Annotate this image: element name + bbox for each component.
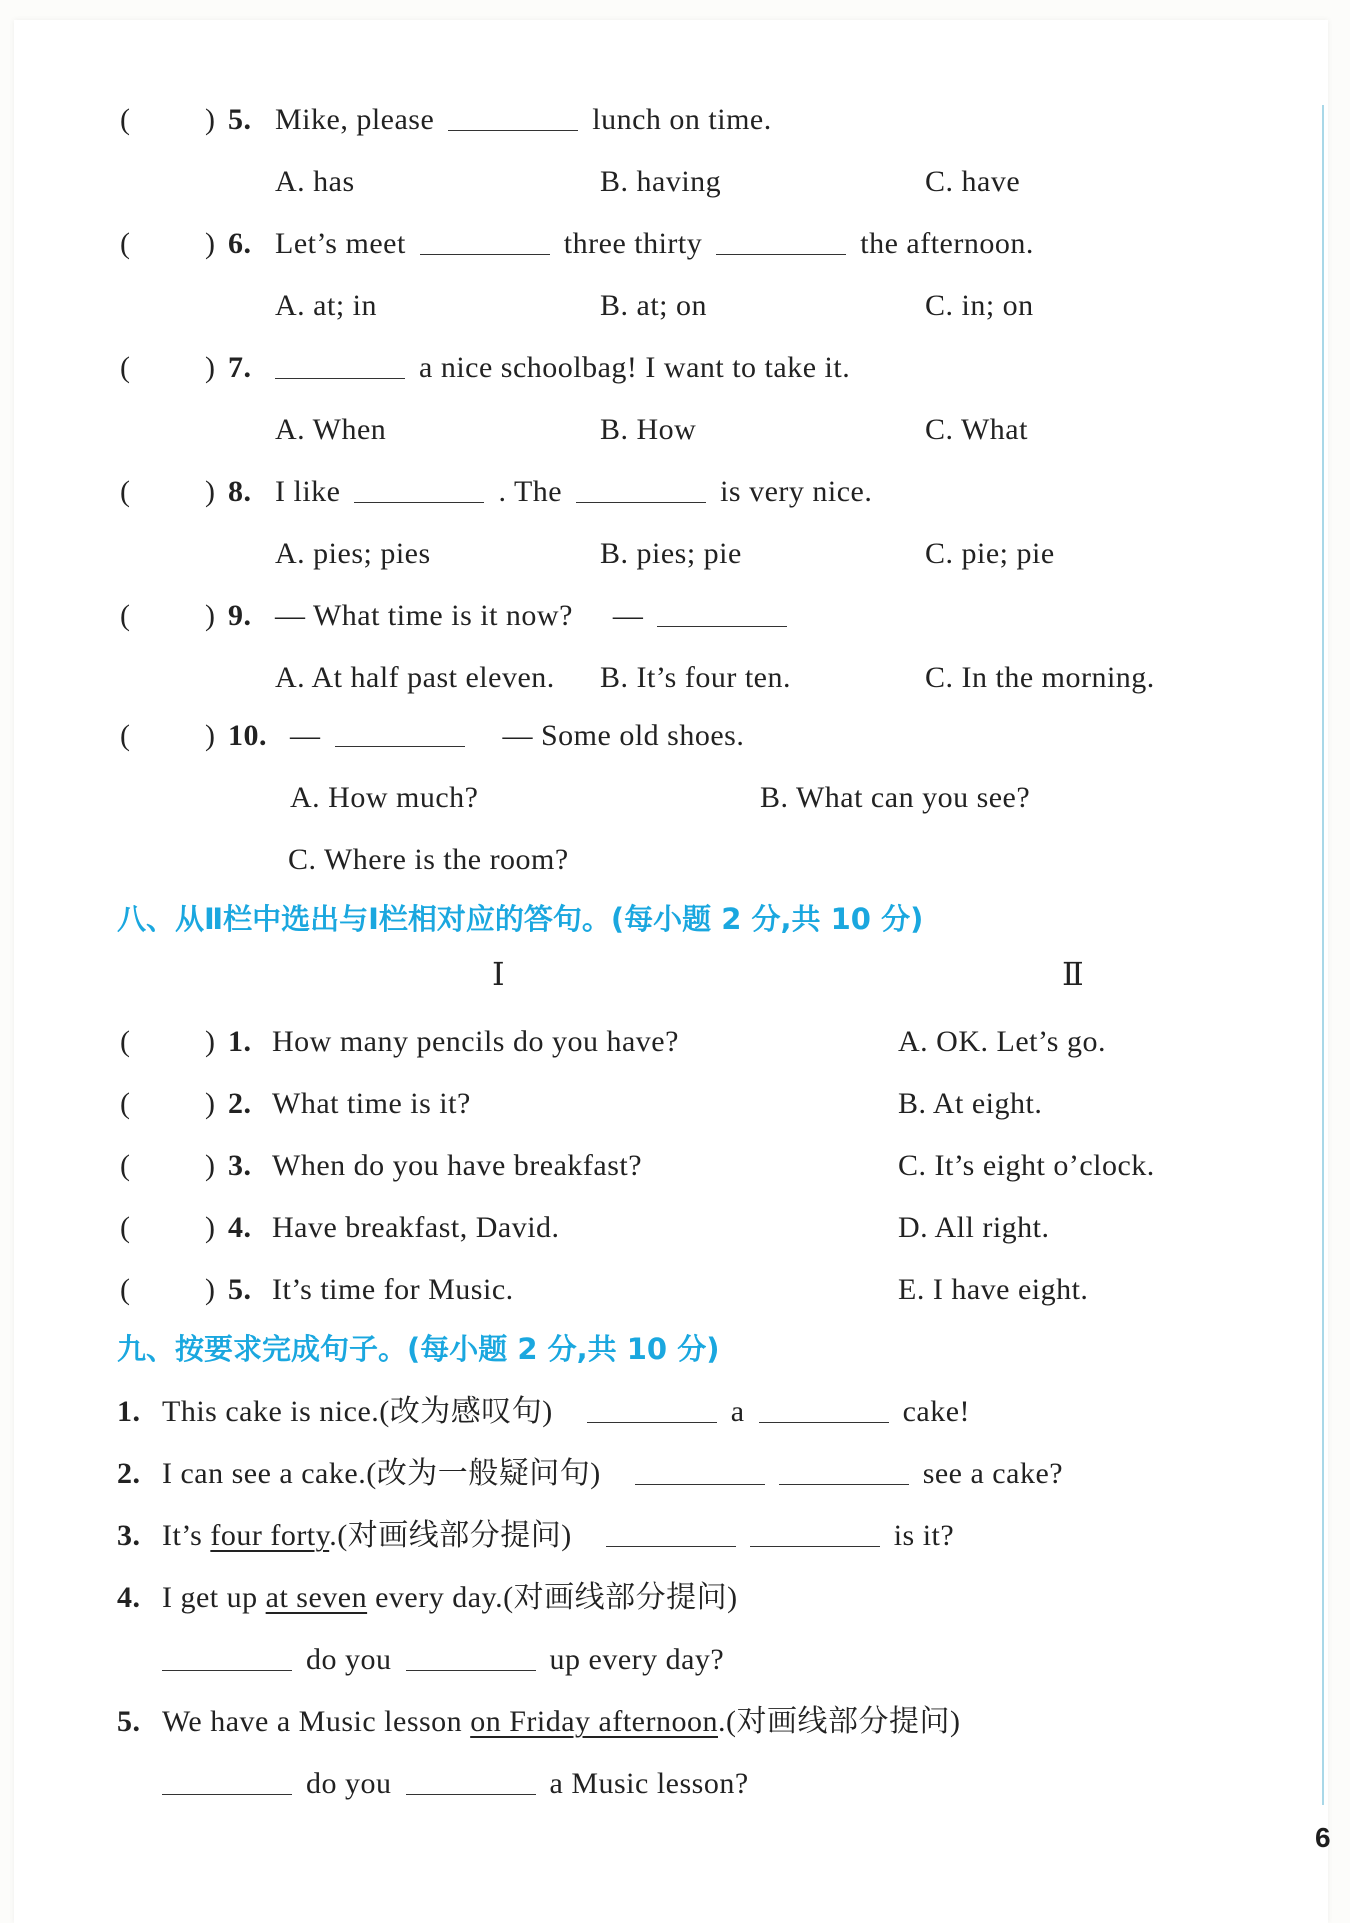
question-number: 10. (228, 719, 267, 752)
match-row: ( ) 5. It’s time for Music. E. I have eight. (0, 1268, 1300, 1312)
question-row: ( ) 9. — What time is it now? — (0, 594, 1300, 638)
question-number: 9. (228, 599, 252, 632)
item-text: This cake is nice.(改为感叹句) a cake! (162, 1395, 971, 1428)
fill-blank[interactable] (716, 226, 846, 255)
fill-blank[interactable] (275, 350, 405, 379)
option-b[interactable]: B. at; on (600, 289, 707, 322)
page-number: 6 (1315, 1822, 1331, 1853)
fill-blank[interactable] (162, 1642, 292, 1671)
sentence-row (0, 1514, 1300, 1558)
options-row (0, 160, 1300, 204)
option-b[interactable]: B. How (600, 413, 697, 446)
question-text: What time is it? (272, 1087, 471, 1120)
column-header-1: Ⅰ (492, 956, 505, 992)
question-number: 5. (228, 1273, 252, 1306)
underlined-part: four forty (210, 1519, 330, 1552)
question-number: 8. (228, 475, 252, 508)
option-b[interactable]: B. What can you see? (760, 781, 1031, 814)
option-b[interactable]: B. It’s four ten. (600, 661, 791, 694)
sentence-row (0, 1390, 1300, 1434)
item-number: 3. (117, 1519, 141, 1552)
underlined-part: at seven (265, 1581, 368, 1614)
fill-blank[interactable] (587, 1394, 717, 1423)
question-row: ( ) 5. Mike, please lunch on time. (0, 98, 1300, 142)
option-a[interactable]: A. At half past eleven. (275, 661, 555, 694)
options-row (0, 408, 1300, 452)
question-number: 2. (228, 1087, 252, 1120)
item-text: I get up at seven every day.(对画线部分提问) (162, 1581, 738, 1614)
question-row: ( ) 8. I like . The is very nice. (0, 470, 1300, 514)
fill-blank[interactable] (354, 474, 484, 503)
question-number: 1. (228, 1025, 252, 1058)
fill-blank[interactable] (576, 474, 706, 503)
options-row (0, 532, 1300, 576)
match-row: ( ) 4. Have breakfast, David. D. All right. (0, 1206, 1300, 1250)
question-text: How many pencils do you have? (272, 1025, 679, 1058)
item-number: 1. (117, 1395, 141, 1428)
answer-option: A. OK. Let’s go. (898, 1025, 1106, 1058)
answer-option: C. It’s eight o’clock. (898, 1149, 1155, 1182)
section-heading: 八、从Ⅱ栏中选出与Ⅰ栏相对应的答句。(每小题 2 分,共 10 分) (117, 902, 924, 936)
option-a[interactable]: A. at; in (275, 289, 377, 322)
option-a[interactable]: A. When (275, 413, 387, 446)
answer-line: do you a Music lesson? (0, 1762, 1300, 1806)
question-row: ( ) 7. a nice schoolbag! I want to take it. (0, 346, 1300, 390)
fill-blank[interactable] (657, 598, 787, 627)
item-text: It’s four forty.(对画线部分提问) is it? (162, 1519, 955, 1552)
fill-blank[interactable] (750, 1518, 880, 1547)
question-number: 4. (228, 1211, 252, 1244)
question-number: 5. (228, 103, 252, 136)
fill-blank[interactable] (779, 1456, 909, 1485)
question-stem: a nice schoolbag! I want to take it. (275, 346, 850, 390)
match-row: ( ) 1. How many pencils do you have? A. OK. Let’s go. (0, 1020, 1300, 1064)
item-number: 4. (117, 1581, 141, 1614)
question-stem: I like . The is very nice. (275, 475, 873, 508)
options-row (0, 776, 1300, 820)
answer-option: D. All right. (898, 1211, 1050, 1244)
fill-blank[interactable] (635, 1456, 765, 1485)
option-a[interactable]: A. has (275, 165, 355, 198)
option-c[interactable]: C. have (925, 165, 1021, 198)
item-text: We have a Music lesson on Friday afternoon.(对画线部分提问) (162, 1705, 961, 1738)
fill-blank[interactable] (448, 102, 578, 131)
option-c[interactable]: C. In the morning. (925, 661, 1155, 694)
match-row: ( ) 3. When do you have breakfast? C. It’s eight o’clock. (0, 1144, 1300, 1188)
underlined-part: on Friday afternoon (470, 1705, 718, 1738)
answer-option: B. At eight. (898, 1087, 1043, 1120)
question-stem: — What time is it now? — (275, 594, 801, 638)
match-row: ( ) 2. What time is it? B. At eight. (0, 1082, 1300, 1126)
question-number: 3. (228, 1149, 252, 1182)
answer-option: E. I have eight. (898, 1273, 1089, 1306)
sentence-row (0, 1452, 1300, 1496)
option-c[interactable]: C. What (925, 413, 1028, 446)
margin-rule (1322, 105, 1324, 1805)
column-header-2: Ⅱ (1062, 956, 1084, 992)
option-c[interactable]: C. pie; pie (925, 537, 1055, 570)
question-stem: Let’s meet three thirty the afternoon. (275, 227, 1034, 260)
fill-blank[interactable] (406, 1766, 536, 1795)
option-c[interactable]: C. in; on (925, 289, 1034, 322)
question-row: ( ) 6. Let’s meet three thirty the afternoon. (0, 222, 1300, 266)
options-row (0, 838, 1300, 882)
fill-blank[interactable] (420, 226, 550, 255)
question-text: Have breakfast, David. (272, 1211, 560, 1244)
fill-blank[interactable] (606, 1518, 736, 1547)
item-number: 5. (117, 1705, 141, 1738)
option-b[interactable]: B. pies; pie (600, 537, 742, 570)
item-number: 2. (117, 1457, 141, 1490)
answer-line: do you up every day? (0, 1638, 1300, 1682)
question-number: 6. (228, 227, 252, 260)
fill-blank[interactable] (759, 1394, 889, 1423)
fill-blank[interactable] (406, 1642, 536, 1671)
section-heading: 九、按要求完成句子。(每小题 2 分,共 10 分) (117, 1332, 720, 1366)
question-text: When do you have breakfast? (272, 1149, 643, 1182)
question-stem: — — Some old shoes. (290, 719, 745, 752)
options-row (0, 284, 1300, 328)
option-c[interactable]: C. Where is the room? (288, 843, 569, 876)
fill-blank[interactable] (335, 718, 465, 747)
question-text: It’s time for Music. (272, 1273, 514, 1306)
fill-blank[interactable] (162, 1766, 292, 1795)
question-row: ( ) 10. — — Some old shoes. (0, 714, 1300, 758)
question-number: 7. (228, 351, 252, 384)
options-row (0, 656, 1300, 700)
sentence-row (0, 1576, 1300, 1620)
option-b[interactable]: B. having (600, 165, 722, 198)
item-text: I can see a cake.(改为一般疑问句) see a cake? (162, 1457, 1064, 1490)
option-a[interactable]: A. pies; pies (275, 537, 431, 570)
option-a[interactable]: A. How much? (290, 781, 479, 814)
question-stem: Mike, please lunch on time. (275, 103, 772, 136)
sentence-row (0, 1700, 1300, 1744)
